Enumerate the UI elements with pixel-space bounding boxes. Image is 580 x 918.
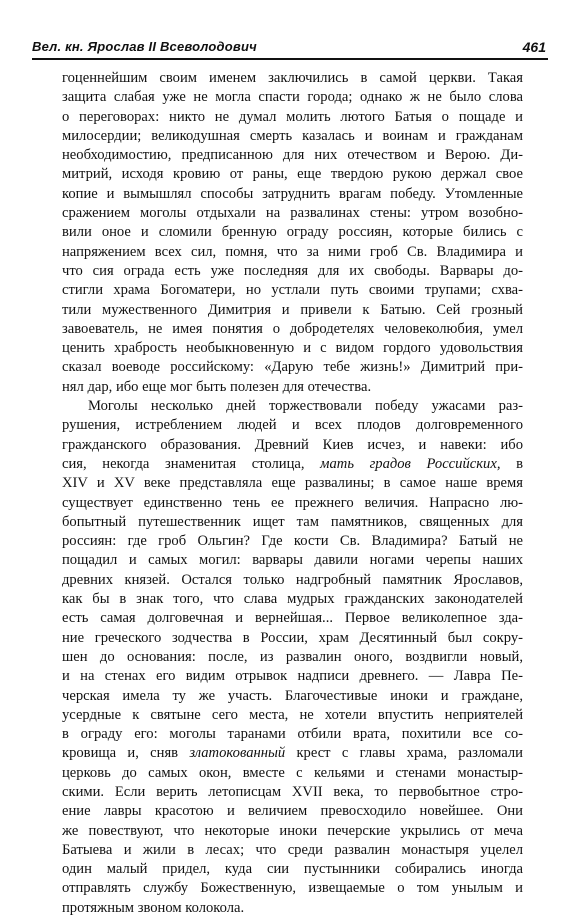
text-line <box>62 629 523 648</box>
text-line <box>62 899 523 918</box>
text-segment: гражданского образования. Древний Киев исчез, и навеки: ибо <box>62 436 523 453</box>
text-line <box>62 822 523 841</box>
text-line <box>62 474 523 493</box>
text-line <box>62 494 523 513</box>
text-segment: гоценнейшим своим именем заключились в самой церкви. Такая <box>62 70 523 86</box>
text-segment: крест с главы храма, разломали <box>285 745 523 762</box>
text-line <box>62 687 523 706</box>
text-segment: и на стенах его видим отрывок надписи древнего. — Лавра Пе- <box>62 668 523 685</box>
text-segment: в ограду его: моголы таранами отбили врата, похитили все со- <box>62 726 523 743</box>
text-segment: один малый придел, куда сии пустынники собирались иногда <box>62 861 523 878</box>
text-segment: Моголы несколько дней торжествовали победу ужасами раз- <box>88 398 523 415</box>
text-line <box>62 165 523 184</box>
text-line <box>62 841 523 860</box>
text-line <box>62 455 523 474</box>
paragraph <box>62 397 523 918</box>
page-header <box>32 38 548 60</box>
running-head: Вел. кн. Ярослав II Всеволодович <box>32 39 257 54</box>
text-segment: защита слабая уже не могла спасти города; однако ж не было слова <box>62 89 523 106</box>
text-line <box>62 378 523 397</box>
text-segment: отправлять службу Божественную, извещаемые о том унылым и <box>62 880 523 897</box>
text-line <box>62 802 523 821</box>
text-segment: рушения, истреблением людей и всех плодов долговременного <box>62 417 523 434</box>
text-line <box>62 88 523 107</box>
text-segment: существует единственно тень ее прежнего величия. Напрасно лю- <box>62 494 523 511</box>
text-segment: усердные к святыне сего места, не хотели впустить неприятелей <box>62 706 523 723</box>
text-line <box>62 416 523 435</box>
text-line <box>62 764 523 783</box>
text-segment: россиян: где гроб Ольгин? Где кости Св. Владимира? Батый не <box>62 533 523 550</box>
text-segment: сия, некогда знаменитая столица, <box>62 455 321 472</box>
text-line <box>62 667 523 686</box>
text-segment: церковь до самых окон, вместе с кельями и стенами монастыр- <box>62 764 523 781</box>
text-line <box>62 879 523 898</box>
text-line <box>62 648 523 667</box>
text-line <box>62 281 523 300</box>
text-segment: протяжным звоном колокола. <box>62 899 245 916</box>
text-segment: бопытный путешественник ищет там памятников, священных для <box>62 513 523 530</box>
text-segment: как бы в знак того, что слава мудрых гражданских законодателей <box>62 591 523 608</box>
text-segment: вили оное и сломили бренную ограду россиян, которые бились с <box>62 224 523 241</box>
text-line <box>62 127 523 146</box>
text-segment: митрий, исходя кровию от раны, еще твердою рукою держал свое <box>62 166 523 183</box>
text-line <box>62 223 523 242</box>
text-segment: копие и вымышлял способы затруднить врагам победу. Утомленные <box>62 185 523 202</box>
text-line <box>62 397 523 416</box>
italic-phrase: златокованный <box>189 745 286 762</box>
text-segment: пощадил и самых могил: варвары давили ногами черепы наших <box>62 552 523 569</box>
text-segment: ние греческого зодчества в России, храм Десятинный был сокру- <box>62 629 523 646</box>
text-segment: XIV и XV веке представляла еще развалины; в самое наше время <box>62 475 523 492</box>
text-segment: Батыева и жили в лесах; что среди развалин монастыря уцелел <box>62 841 523 858</box>
text-line <box>62 744 523 763</box>
text-segment: напряжением всех сил, помня, что за ними гроб Св. Владимира и <box>62 243 523 260</box>
text-line <box>62 69 523 88</box>
text-segment: ценить храбрость необыкновенную и с видом гордого удовольствия <box>62 340 523 357</box>
text-segment: необходимостию, предписанною для них отечеством и Верою. Ди- <box>62 147 523 164</box>
text-line <box>62 551 523 570</box>
text-segment: завоеватель, не имея понятия о добродетелях человеколюбия, умел <box>62 320 523 337</box>
text-line <box>62 590 523 609</box>
text-line <box>62 185 523 204</box>
text-segment: же повествуют, что некоторые иноки печерские укрылись от меча <box>62 822 523 839</box>
text-line <box>62 571 523 590</box>
text-segment: древних князей. Остался только надгробный памятник Ярославов, <box>62 571 523 588</box>
text-line <box>62 339 523 358</box>
text-line <box>62 320 523 339</box>
text-line <box>62 243 523 262</box>
text-line <box>62 513 523 532</box>
text-segment: тили мужественного Димитрия и привели к Батыю. Сей грозный <box>62 301 523 318</box>
text-segment: в <box>500 455 523 472</box>
paragraph <box>62 69 523 397</box>
page-number: 461 <box>522 39 546 55</box>
body-text <box>62 69 523 918</box>
text-line <box>62 783 523 802</box>
italic-phrase: мать градов Российских, <box>320 455 501 472</box>
text-line <box>62 146 523 165</box>
text-segment: ение лавры красотою и величием превосходило новейшее. Они <box>62 803 523 820</box>
text-segment: черская имела ту же участь. Благочестивые иноки и граждане, <box>62 687 523 704</box>
text-segment: сказал воеводе российскому: «Дарую тебе жизнь!» Димитрий при- <box>62 359 523 376</box>
text-segment: кровища и, сняв <box>62 745 190 762</box>
text-line <box>62 706 523 725</box>
text-line <box>62 301 523 320</box>
text-segment: шен до основания: после, из развалин оного, воздвигли новый, <box>62 648 523 665</box>
text-line <box>62 609 523 628</box>
text-line <box>62 262 523 281</box>
text-segment: скими. Если верить летописцам XVII века, то первобытное стро- <box>62 783 523 800</box>
text-segment: сражением моголы отдыхали на развалинах стены: утром возобно- <box>62 205 523 222</box>
text-line <box>62 436 523 455</box>
text-segment: стигли храма Богоматери, но устлали путь своими трупами; схва- <box>62 282 523 299</box>
text-line <box>62 358 523 377</box>
text-line <box>62 860 523 879</box>
text-line <box>62 108 523 127</box>
text-segment: о переговорах: никто не думал молить лютого Батыя о пощаде и <box>62 108 523 125</box>
text-line <box>62 204 523 223</box>
text-segment: есть самая долговечная и вернейшая... Первое великолепное зда- <box>62 610 523 627</box>
text-segment: милосердии; великодушная смерть казалась и воинам и гражданам <box>62 127 523 144</box>
text-line <box>62 532 523 551</box>
text-line <box>62 725 523 744</box>
text-segment: что сия ограда есть уже последняя для их свободы. Варвары до- <box>62 262 523 279</box>
text-segment: нял дар, ибо еще мог быть полезен для отечества. <box>62 378 372 395</box>
